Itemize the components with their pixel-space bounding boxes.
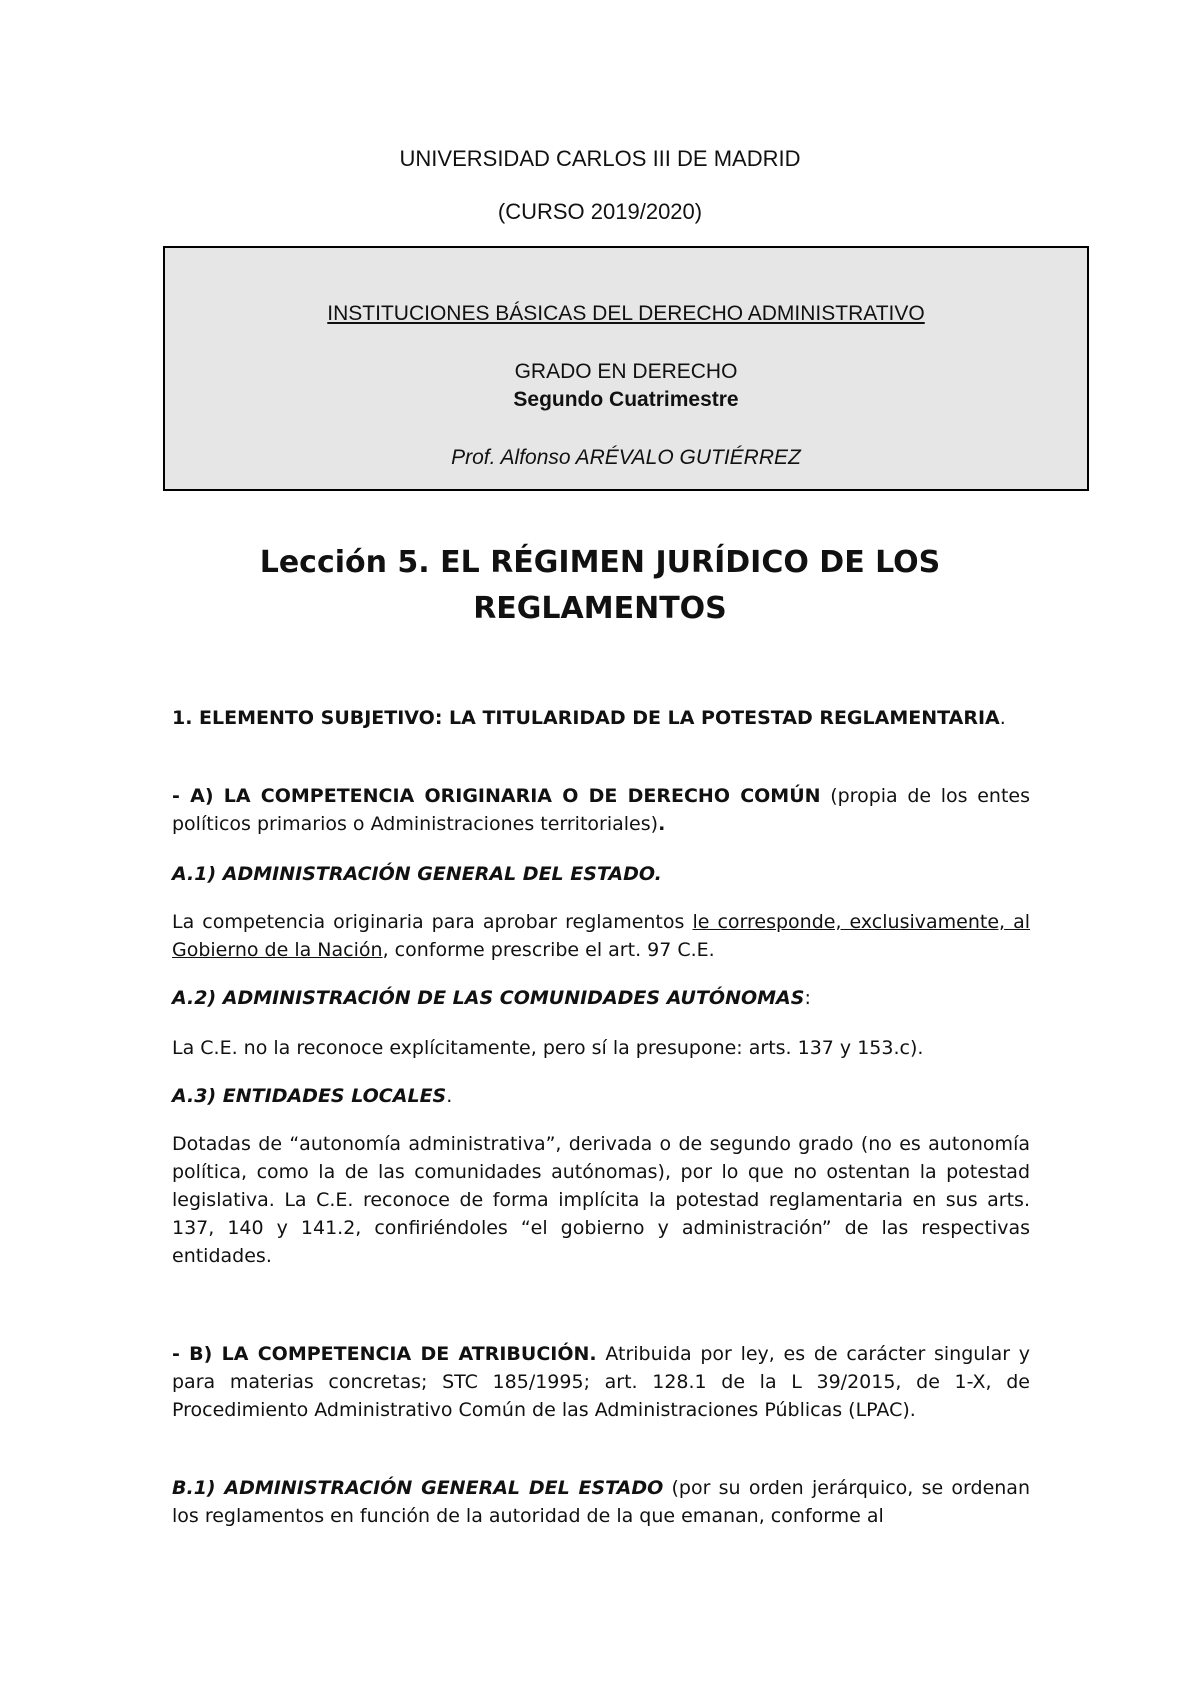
lesson-title-line2: REGLAMENTOS [473,591,727,626]
semester-label: Segundo Cuatrimestre [513,388,739,411]
degree-name: GRADO EN DERECHO [514,360,738,383]
part-b-heading-end: . [589,1343,597,1365]
course-info-box [163,246,1089,491]
part-a-desc-end: . [658,813,666,835]
part-a-paragraph [172,782,1030,838]
a2-heading-end: : [804,987,811,1009]
a3-heading-text: A.3) ENTIDADES LOCALES [172,1085,447,1107]
professor-name: Prof. Alfonso ARÉVALO GUTIÉRREZ [451,446,801,469]
part-b-paragraph [172,1340,1030,1424]
part-b-text: Atribuida por ley, es de carácter singular y para materias concretas; STC 185/1995; art. 128.1 de la L 39/2015, de 1-X, de Procedimiento Administrativo Común de las Administraciones Públicas (LPAC). [172,1343,1030,1421]
b1-heading: B.1) ADMINISTRACIÓN GENERAL DEL ESTADO [172,1477,664,1499]
b1-text: (por su orden jerárquico, se ordenan los reglamentos en función de la autoridad de la que emanan, conforme al [172,1477,1030,1527]
a1-heading: A.1) ADMINISTRACIÓN GENERAL DEL ESTADO. [172,863,662,885]
part-a-desc: (propia de los entes políticos primarios o Administraciones territoriales) [172,785,1030,835]
section-1-heading-end: . [999,707,1006,729]
a3-paragraph: Dotadas de “autonomía administrativa”, derivada o de segundo grado (no es autonomía política, como la de las comunidades autónomas), por lo que no ostentan la potestad legislativa. La C.E. reconoce de forma implícita la potestad reglamentaria en sus arts. 137, 140 y 141.2, confiriéndoles “el gobierno y administración” de las respectivas entidades. [172,1133,1030,1267]
a2-heading-text: A.2) ADMINISTRACIÓN DE LAS COMUNIDADES AUTÓNOMAS [172,987,805,1009]
course-year: (CURSO 2019/2020) [497,199,703,224]
subject-title: INSTITUCIONES BÁSICAS DEL DERECHO ADMINISTRATIVO [327,302,925,325]
a3-heading-end: . [446,1085,453,1107]
a3-heading [172,1082,1030,1110]
a1-text-end: , conforme prescribe el art. 97 C.E. [382,939,715,961]
a1-paragraph [172,908,1030,964]
b1-paragraph [172,1474,1030,1530]
part-a-heading: - A) LA COMPETENCIA ORIGINARIA O DE DERECHO COMÚN [172,785,821,807]
a2-paragraph: La C.E. no la reconoce explícitamente, pero sí la presupone: arts. 137 y 153.c). [172,1037,924,1059]
part-b-heading: - B) LA COMPETENCIA DE ATRIBUCIÓN [172,1343,590,1365]
section-1-heading [172,704,1030,732]
university-name: UNIVERSIDAD CARLOS III DE MADRID [399,146,801,171]
a2-heading [172,984,1030,1012]
a1-text-start: La competencia originaria para aprobar reglamentos [172,911,693,933]
a1-text-underlined: le corresponde, exclusivamente, al Gobierno de la Nación [172,911,1030,961]
lesson-title [150,540,1050,632]
lesson-title-line1: Lección 5. EL RÉGIMEN JURÍDICO DE LOS [259,545,941,580]
section-1-heading-text: 1. ELEMENTO SUBJETIVO: LA TITULARIDAD DE LA POTESTAD REGLAMENTARIA [172,707,1000,729]
